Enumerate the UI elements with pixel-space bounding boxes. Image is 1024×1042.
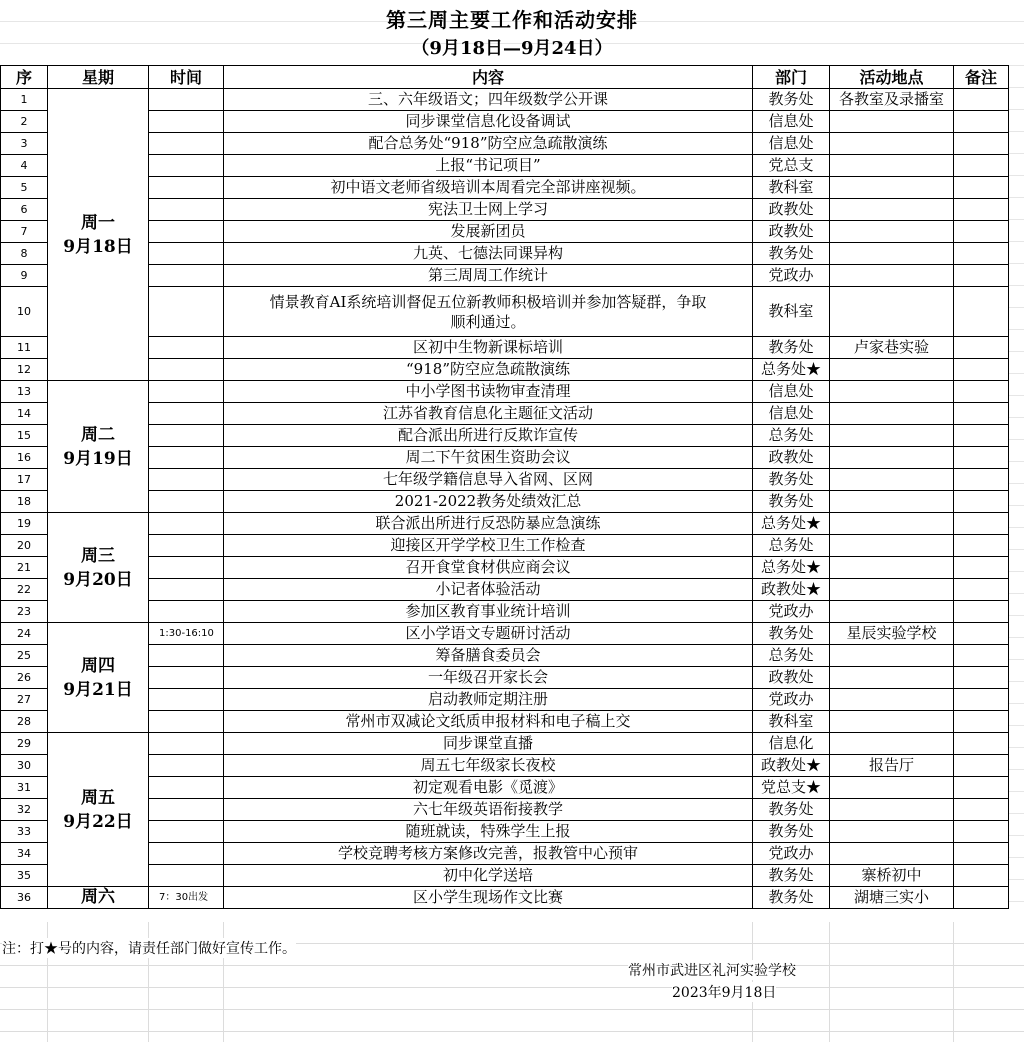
row-remark: [954, 199, 1009, 221]
table-row: [1, 425, 1009, 447]
header-remark: 备注: [954, 66, 1009, 89]
table-row: [1, 177, 1009, 199]
row-remark: [954, 821, 1009, 843]
row-seq: 31: [1, 777, 48, 799]
row-time: [149, 513, 224, 535]
row-content: 六七年级英语衔接教学: [224, 799, 753, 821]
row-location: [830, 777, 954, 799]
row-seq: 24: [1, 623, 48, 645]
row-time: [149, 425, 224, 447]
row-remark: [954, 287, 1009, 337]
row-remark: [954, 89, 1009, 111]
row-dept: 政教处: [753, 667, 830, 689]
row-dept: 党总支: [753, 155, 830, 177]
row-seq: 35: [1, 865, 48, 887]
row-dept: 总务处: [753, 645, 830, 667]
row-content: 筹备膳食委员会: [224, 645, 753, 667]
row-content: 学校竞聘考核方案修改完善，报教管中心预审: [224, 843, 753, 865]
row-seq: 18: [1, 491, 48, 513]
row-content: 启动教师定期注册: [224, 689, 753, 711]
row-location: [830, 199, 954, 221]
row-remark: [954, 557, 1009, 579]
row-time: [149, 755, 224, 777]
row-dept: 信息处: [753, 111, 830, 133]
row-location: [830, 733, 954, 755]
row-content: 召开食堂食材供应商会议: [224, 557, 753, 579]
row-content: 同步课堂信息化设备调试: [224, 111, 753, 133]
row-seq: 22: [1, 579, 48, 601]
row-time: [149, 733, 224, 755]
row-time: [149, 777, 224, 799]
row-time: [149, 645, 224, 667]
row-time: [149, 403, 224, 425]
table-row: [1, 199, 1009, 221]
row-remark: [954, 337, 1009, 359]
row-seq: 8: [1, 243, 48, 265]
row-seq: 15: [1, 425, 48, 447]
row-dept: 党政办: [753, 689, 830, 711]
row-dept: 信息处: [753, 403, 830, 425]
row-seq: 30: [1, 755, 48, 777]
row-seq: 20: [1, 535, 48, 557]
row-location: [830, 645, 954, 667]
row-seq: 12: [1, 359, 48, 381]
weekday-date: 9月21日: [63, 679, 133, 700]
row-seq: 11: [1, 337, 48, 359]
row-remark: [954, 381, 1009, 403]
row-dept: 教务处: [753, 799, 830, 821]
row-remark: [954, 513, 1009, 535]
row-location: [830, 447, 954, 469]
row-seq: 32: [1, 799, 48, 821]
row-content: 小记者体验活动: [224, 579, 753, 601]
weekday-cell: [48, 733, 149, 887]
row-seq: 14: [1, 403, 48, 425]
row-time: [149, 535, 224, 557]
row-time: [149, 821, 224, 843]
row-content: 宪法卫士网上学习: [224, 199, 753, 221]
header-time: 时间: [149, 66, 224, 89]
weekday-cell: [48, 513, 149, 623]
row-seq: 9: [1, 265, 48, 287]
table-row: [1, 733, 1009, 755]
row-dept: 信息处: [753, 381, 830, 403]
row-location: 卢家巷实验: [830, 337, 954, 359]
table-row: [1, 111, 1009, 133]
row-dept: 政教处★: [753, 755, 830, 777]
row-dept: 教务处: [753, 821, 830, 843]
row-seq: 13: [1, 381, 48, 403]
row-content: 江苏省教育信息化主题征文活动: [224, 403, 753, 425]
table-row: [1, 513, 1009, 535]
row-seq: 23: [1, 601, 48, 623]
row-location: [830, 557, 954, 579]
row-dept: 总务处: [753, 425, 830, 447]
row-remark: [954, 133, 1009, 155]
table-row: [1, 557, 1009, 579]
row-remark: [954, 733, 1009, 755]
table-row: [1, 799, 1009, 821]
row-dept: 总务处: [753, 535, 830, 557]
row-time: 1:30-16:10: [149, 623, 224, 645]
row-remark: [954, 623, 1009, 645]
weekday-date: 9月18日: [63, 236, 133, 257]
weekday-date: 9月19日: [63, 448, 133, 469]
row-content: 初定观看电影《觅渡》: [224, 777, 753, 799]
page-subtitle: （9月18日—9月24日）: [411, 38, 613, 59]
row-content: 同步课堂直播: [224, 733, 753, 755]
table-row: [1, 89, 1009, 111]
row-time: [149, 199, 224, 221]
header-row: [1, 66, 1009, 89]
row-remark: [954, 359, 1009, 381]
row-dept: 教务处: [753, 89, 830, 111]
row-time: [149, 337, 224, 359]
row-location: [830, 133, 954, 155]
row-location: [830, 667, 954, 689]
row-dept: 党总支★: [753, 777, 830, 799]
row-location: [830, 177, 954, 199]
row-location: [830, 513, 954, 535]
table-row: [1, 155, 1009, 177]
row-remark: [954, 221, 1009, 243]
row-time: [149, 359, 224, 381]
row-time: [149, 579, 224, 601]
table-row: [1, 535, 1009, 557]
row-time: 7：30出发: [149, 887, 224, 909]
row-seq: 5: [1, 177, 48, 199]
row-content: 配合总务处“918”防空应急疏散演练: [224, 133, 753, 155]
table-row: [1, 265, 1009, 287]
row-location: [830, 111, 954, 133]
row-remark: [954, 403, 1009, 425]
row-dept: 总务处★: [753, 513, 830, 535]
row-content: 上报“书记项目”: [224, 155, 753, 177]
row-seq: 10: [1, 287, 48, 337]
header-seq: 序: [1, 66, 48, 89]
row-time: [149, 111, 224, 133]
row-seq: 29: [1, 733, 48, 755]
row-location: [830, 799, 954, 821]
table-row: [1, 221, 1009, 243]
row-seq: 26: [1, 667, 48, 689]
table-row: [1, 403, 1009, 425]
row-location: [830, 535, 954, 557]
row-content: 2021-2022教务处绩效汇总: [224, 491, 753, 513]
table-row: [1, 865, 1009, 887]
row-time: [149, 89, 224, 111]
table-row: [1, 287, 1009, 337]
row-seq: 21: [1, 557, 48, 579]
row-seq: 33: [1, 821, 48, 843]
row-remark: [954, 711, 1009, 733]
row-content: 参加区教育事业统计培训: [224, 601, 753, 623]
row-location: 湖塘三实小: [830, 887, 954, 909]
row-content: 中小学图书读物审查清理: [224, 381, 753, 403]
row-remark: [954, 243, 1009, 265]
weekday-cell: [48, 89, 149, 381]
row-remark: [954, 689, 1009, 711]
row-seq: 28: [1, 711, 48, 733]
row-time: [149, 491, 224, 513]
row-time: [149, 689, 224, 711]
row-remark: [954, 799, 1009, 821]
weekday-cell: [48, 381, 149, 513]
row-location: [830, 359, 954, 381]
row-location: [830, 403, 954, 425]
row-dept: 总务处★: [753, 359, 830, 381]
row-location: [830, 491, 954, 513]
row-location: [830, 711, 954, 733]
row-dept: 教务处: [753, 243, 830, 265]
row-content: 情景教育AI系统培训督促五位新教师积极培训并参加答疑群，争取顺利通过。: [224, 287, 753, 337]
weekday-date: 9月22日: [63, 811, 133, 832]
row-content: 联合派出所进行反恐防暴应急演练: [224, 513, 753, 535]
table-row: [1, 755, 1009, 777]
row-remark: [954, 601, 1009, 623]
row-location: 各教室及录播室: [830, 89, 954, 111]
header-dept: 部门: [753, 66, 830, 89]
row-dept: 政教处★: [753, 579, 830, 601]
table-row: [1, 667, 1009, 689]
row-content: 随班就读，特殊学生上报: [224, 821, 753, 843]
row-time: [149, 265, 224, 287]
row-time: [149, 711, 224, 733]
weekday-name: 周五: [81, 787, 115, 808]
row-seq: 4: [1, 155, 48, 177]
row-remark: [954, 777, 1009, 799]
table-row: [1, 689, 1009, 711]
row-seq: 25: [1, 645, 48, 667]
row-remark: [954, 887, 1009, 909]
row-seq: 27: [1, 689, 48, 711]
school-signature: 常州市武进区礼河实验学校: [628, 960, 796, 980]
row-time: [149, 843, 224, 865]
row-location: [830, 689, 954, 711]
row-dept: 政教处: [753, 447, 830, 469]
table-row: [1, 821, 1009, 843]
row-location: 寨桥初中: [830, 865, 954, 887]
row-content: 区小学生现场作文比赛: [224, 887, 753, 909]
weekday-name: 周四: [81, 655, 115, 676]
row-content: 配合派出所进行反欺诈宣传: [224, 425, 753, 447]
row-location: [830, 243, 954, 265]
row-location: [830, 221, 954, 243]
row-remark: [954, 491, 1009, 513]
row-dept: 党政办: [753, 265, 830, 287]
table-row: [1, 887, 1009, 909]
row-location: [830, 265, 954, 287]
row-dept: 教务处: [753, 887, 830, 909]
schedule-table: [0, 65, 1009, 909]
row-time: [149, 287, 224, 337]
header-weekday: 星期: [48, 66, 149, 89]
table-row: [1, 469, 1009, 491]
row-remark: [954, 155, 1009, 177]
row-content: 第三周周工作统计: [224, 265, 753, 287]
row-time: [149, 243, 224, 265]
row-remark: [954, 865, 1009, 887]
row-content: 初中化学送培: [224, 865, 753, 887]
header-location: 活动地点: [830, 66, 954, 89]
row-content: 周五七年级家长夜校: [224, 755, 753, 777]
row-remark: [954, 469, 1009, 491]
row-seq: 7: [1, 221, 48, 243]
row-dept: 教务处: [753, 469, 830, 491]
row-seq: 6: [1, 199, 48, 221]
row-content: 初中语文老师省级培训本周看完全部讲座视频。: [224, 177, 753, 199]
row-dept: 党政办: [753, 601, 830, 623]
table-row: [1, 491, 1009, 513]
footnote: 注：打★号的内容，请责任部门做好宣传工作。: [2, 938, 296, 958]
weekday-name: 周二: [81, 424, 115, 445]
row-location: 报告厅: [830, 755, 954, 777]
row-content: 区小学语文专题研讨活动: [224, 623, 753, 645]
row-dept: 教科室: [753, 711, 830, 733]
row-content: 迎接区开学学校卫生工作检查: [224, 535, 753, 557]
row-dept: 教务处: [753, 865, 830, 887]
row-location: [830, 469, 954, 491]
table-row: [1, 623, 1009, 645]
row-seq: 19: [1, 513, 48, 535]
row-time: [149, 133, 224, 155]
table-row: [1, 337, 1009, 359]
row-content: “918”防空应急疏散演练: [224, 359, 753, 381]
row-dept: 教务处: [753, 337, 830, 359]
row-dept: 教科室: [753, 287, 830, 337]
row-time: [149, 381, 224, 403]
row-dept: 政教处: [753, 199, 830, 221]
row-time: [149, 601, 224, 623]
table-row: [1, 843, 1009, 865]
row-location: [830, 601, 954, 623]
row-time: [149, 865, 224, 887]
row-dept: 政教处: [753, 221, 830, 243]
row-seq: 34: [1, 843, 48, 865]
row-location: [830, 821, 954, 843]
row-remark: [954, 177, 1009, 199]
signature-date: 2023年9月18日: [672, 982, 776, 1002]
table-row: [1, 711, 1009, 733]
row-remark: [954, 645, 1009, 667]
row-remark: [954, 425, 1009, 447]
weekday-name: 周六: [81, 887, 115, 907]
row-remark: [954, 843, 1009, 865]
row-seq: 17: [1, 469, 48, 491]
row-seq: 3: [1, 133, 48, 155]
row-time: [149, 667, 224, 689]
row-location: [830, 425, 954, 447]
row-seq: 36: [1, 887, 48, 909]
row-seq: 1: [1, 89, 48, 111]
row-time: [149, 221, 224, 243]
weekday-cell: [48, 887, 149, 909]
table-row: [1, 601, 1009, 623]
row-time: [149, 177, 224, 199]
row-location: [830, 155, 954, 177]
table-row: [1, 359, 1009, 381]
row-remark: [954, 755, 1009, 777]
row-dept: 信息化: [753, 733, 830, 755]
table-row: [1, 777, 1009, 799]
row-dept: 教务处: [753, 623, 830, 645]
row-content: 三、六年级语文；四年级数学公开课: [224, 89, 753, 111]
table-row: [1, 133, 1009, 155]
row-location: [830, 381, 954, 403]
row-remark: [954, 667, 1009, 689]
weekday-name: 周一: [81, 212, 115, 233]
table-row: [1, 579, 1009, 601]
row-remark: [954, 447, 1009, 469]
row-remark: [954, 579, 1009, 601]
row-location: [830, 579, 954, 601]
row-remark: [954, 265, 1009, 287]
row-seq: 2: [1, 111, 48, 133]
row-seq: 16: [1, 447, 48, 469]
row-content: 周二下午贫困生资助会议: [224, 447, 753, 469]
weekday-name: 周三: [81, 545, 115, 566]
row-time: [149, 469, 224, 491]
row-location: 星辰实验学校: [830, 623, 954, 645]
row-content: 一年级召开家长会: [224, 667, 753, 689]
row-location: [830, 843, 954, 865]
table-row: [1, 447, 1009, 469]
row-time: [149, 155, 224, 177]
weekday-cell: [48, 623, 149, 733]
row-dept: 党政办: [753, 843, 830, 865]
row-content: 发展新团员: [224, 221, 753, 243]
weekday-date: 9月20日: [63, 569, 133, 590]
row-dept: 教科室: [753, 177, 830, 199]
table-row: [1, 243, 1009, 265]
row-time: [149, 557, 224, 579]
row-dept: 总务处★: [753, 557, 830, 579]
page-title: 第三周主要工作和活动安排: [386, 8, 638, 32]
row-time: [149, 799, 224, 821]
row-content: 常州市双减论文纸质申报材料和电子稿上交: [224, 711, 753, 733]
row-remark: [954, 111, 1009, 133]
row-dept: 教务处: [753, 491, 830, 513]
row-content: 区初中生物新课标培训: [224, 337, 753, 359]
table-row: [1, 645, 1009, 667]
row-remark: [954, 535, 1009, 557]
row-content: 七年级学籍信息导入省网、区网: [224, 469, 753, 491]
header-content: 内容: [224, 66, 753, 89]
table-row: [1, 381, 1009, 403]
row-dept: 信息处: [753, 133, 830, 155]
row-location: [830, 287, 954, 337]
row-content: 九英、七德法同课异构: [224, 243, 753, 265]
row-time: [149, 447, 224, 469]
